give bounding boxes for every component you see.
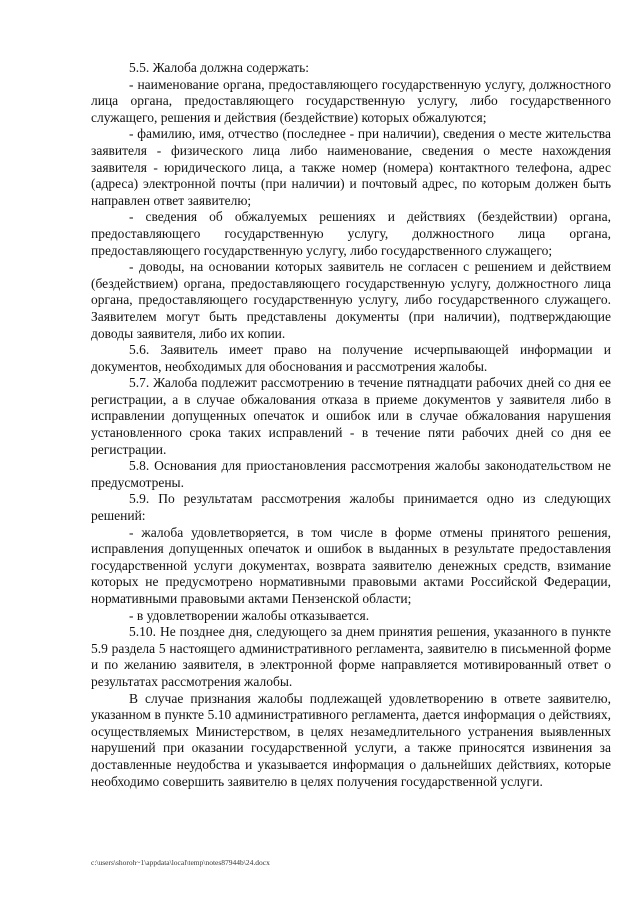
footer-file-path: c:\users\shoroh~1\appdata\local\temp\notes87944b\24.docx	[91, 858, 270, 867]
paragraph-5-5: 5.5. Жалоба должна содержать:	[129, 60, 310, 75]
paragraph-5-9-item-1: - жалоба удовлетворяется, в том числе в форме отмены принятого решения, исправления допущенных опечаток и ошибок в выданных в результате предоставления государственной услуги документах, возврата заявителю денежных средств, взимание которых не предусмотрено нормативными правовыми актами Российской Федерации, нормативными правовыми актами Пензенской области;	[91, 524, 611, 606]
paragraph-5-9-item-2: - в удовлетворении жалобы отказывается.	[129, 607, 370, 623]
paragraph-5-5-item-3: - сведения об обжалуемых решениях и действиях (бездействии) органа, предоставляющего государственную услугу, должностного лица органа, предоставляющего государственную услугу, либо государственного служащего;	[91, 209, 611, 258]
paragraph-5-9: 5.9. По результатам рассмотрения жалобы принимается одно из следующих решений:	[91, 491, 611, 524]
paragraph-5-10: 5.10. Не позднее дня, следующего за днем принятия решения, указанного в пункте 5.9 раздела 5 настоящего административного регламента, заявителю в письменной форме и по желанию заявителя, в электронной форме направляется мотивированный ответ о результатах рассмотрения жалобы.	[91, 624, 611, 689]
paragraph-5-5-item-2: - фамилию, имя, отчество (последнее - при наличии), сведения о месте жительства заявителя - физического лица либо наименование, сведения о месте нахождения заявителя - юридического лица, а также номер (номера) контактного телефона, адрес (адреса) электронной почты (при наличии) и почтовый адрес, по которым должен быть направлен ответ заявителю;	[91, 126, 611, 208]
paragraph-5-5-item-4: - доводы, на основании которых заявитель не согласен с решением и действием (бездействием) органа, предоставляющего государственную услугу, должностного лица органа, предоставляющего государственную услугу, либо государственного служащего. Заявителем могут быть представлены документы (при наличии), подтверждающие доводы заявителя, либо их копии.	[91, 259, 611, 341]
paragraph-5-10-continuation: В случае признания жалобы подлежащей удовлетворению в ответе заявителю, указанном в пункте 5.10 административного регламента, дается информация о действиях, осуществляемых Министерством, в целях незамедлительного устранения выявленных нарушений при оказании государственной услуги, а также приносятся извинения за доставленные неудобства и указывается информация о дальнейших действиях, которые необходимо совершить заявителю в целях получения государственной услуги.	[91, 690, 611, 789]
paragraph-5-8: 5.8. Основания для приостановления рассмотрения жалобы законодательством не предусмотрены.	[91, 458, 611, 490]
document-page	[91, 60, 611, 790]
paragraph-5-5-item-1: - наименование органа, предоставляющего государственную услугу, должностного лица органа, предоставляющего государственную услугу, либо государственного служащего, решения и действия (бездействие) которых обжалуются;	[91, 76, 611, 125]
paragraph-5-6: 5.6. Заявитель имеет право на получение исчерпывающей информации и документов, необходимых для обоснования и рассмотрения жалобы.	[91, 342, 611, 374]
paragraph-5-7: 5.7. Жалоба подлежит рассмотрению в течение пятнадцати рабочих дней со дня ее регистрации, а в случае обжалования отказа в приеме документов у заявителя либо в исправлении допущенных опечаток и ошибок или в случае обжалования нарушения установленного срока таких исправлений - в течение пяти рабочих дней со дня ее регистрации.	[91, 375, 611, 457]
